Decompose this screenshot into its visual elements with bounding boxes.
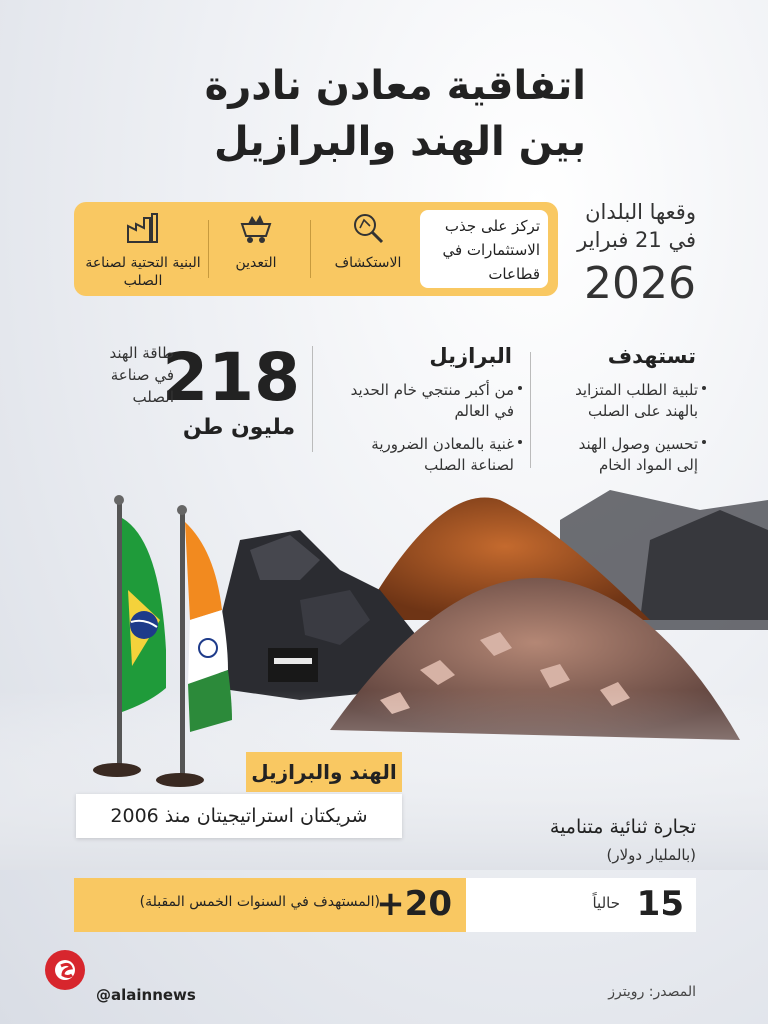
sector-mining xyxy=(208,210,304,288)
sector-label: الاستكشاف xyxy=(334,255,402,271)
divider xyxy=(208,220,209,278)
focus-text: تركز على جذب الاستثمارات في قطاعات xyxy=(420,210,548,288)
trade-current-segment xyxy=(466,878,696,932)
sectors-panel xyxy=(74,202,558,296)
sector-label: التعدين xyxy=(235,255,277,271)
title-line-1: اتفاقية معادن نادرة xyxy=(204,63,586,109)
capacity-unit: مليون طن xyxy=(182,415,296,440)
sector-exploration xyxy=(318,210,418,288)
capacity-label: طاقة الهند في صناعة الصلب xyxy=(109,344,174,406)
partnership-text: شريكتان استراتيجيتان منذ 2006 xyxy=(76,794,402,838)
divider xyxy=(312,346,313,452)
brazil-heading: البرازيل xyxy=(429,344,512,368)
mining-cart-icon xyxy=(238,210,274,246)
trade-title: تجارة ثنائية متنامية xyxy=(549,816,696,838)
capacity-value: 218 xyxy=(162,339,300,416)
trade-bar xyxy=(74,878,696,932)
social-handle[interactable]: @alainnews xyxy=(96,986,196,1004)
partnership-tag: الهند والبرازيل xyxy=(246,752,402,792)
signing-info xyxy=(556,198,696,312)
signing-line-2: في 21 فبراير xyxy=(577,228,696,252)
title-line-2: بين الهند والبرازيل xyxy=(213,119,586,165)
steel-capacity xyxy=(162,339,300,442)
sector-steel-infrastructure xyxy=(82,210,204,288)
list-item: من أكبر منتجي خام الحديد في العالم xyxy=(342,380,522,422)
sector-label: البنية التحتية لصناعة الصلب xyxy=(85,255,201,289)
brazil-list xyxy=(342,380,522,488)
trade-target-value: +20 xyxy=(376,884,452,924)
trade-current-value: 15 xyxy=(636,884,684,924)
trade-target-segment xyxy=(74,878,466,932)
list-item: تلبية الطلب المتزايد بالهند على الصلب xyxy=(556,380,706,422)
alain-logo xyxy=(40,948,90,1004)
signing-line-1: وقعها البلدان xyxy=(585,200,696,224)
page-title xyxy=(60,58,586,170)
trade-target-label: (المستهدف في السنوات الخمس المقبلة) xyxy=(139,894,380,910)
list-item: غنية بالمعادن الضرورية لصناعة الصلب xyxy=(342,434,522,476)
divider xyxy=(310,220,311,278)
divider xyxy=(530,352,531,468)
source-note: المصدر: رويترز xyxy=(608,984,696,1000)
steel-factory-icon xyxy=(125,210,161,246)
exploration-icon xyxy=(350,210,386,246)
trade-unit: (بالمليار دولار) xyxy=(606,846,696,864)
signing-year: 2026 xyxy=(584,258,696,309)
targets-heading: تستهدف xyxy=(607,344,696,368)
targets-list xyxy=(556,380,706,488)
trade-current-label: حالياً xyxy=(592,894,620,912)
list-item: تحسين وصول الهند إلى المواد الخام xyxy=(556,434,706,476)
